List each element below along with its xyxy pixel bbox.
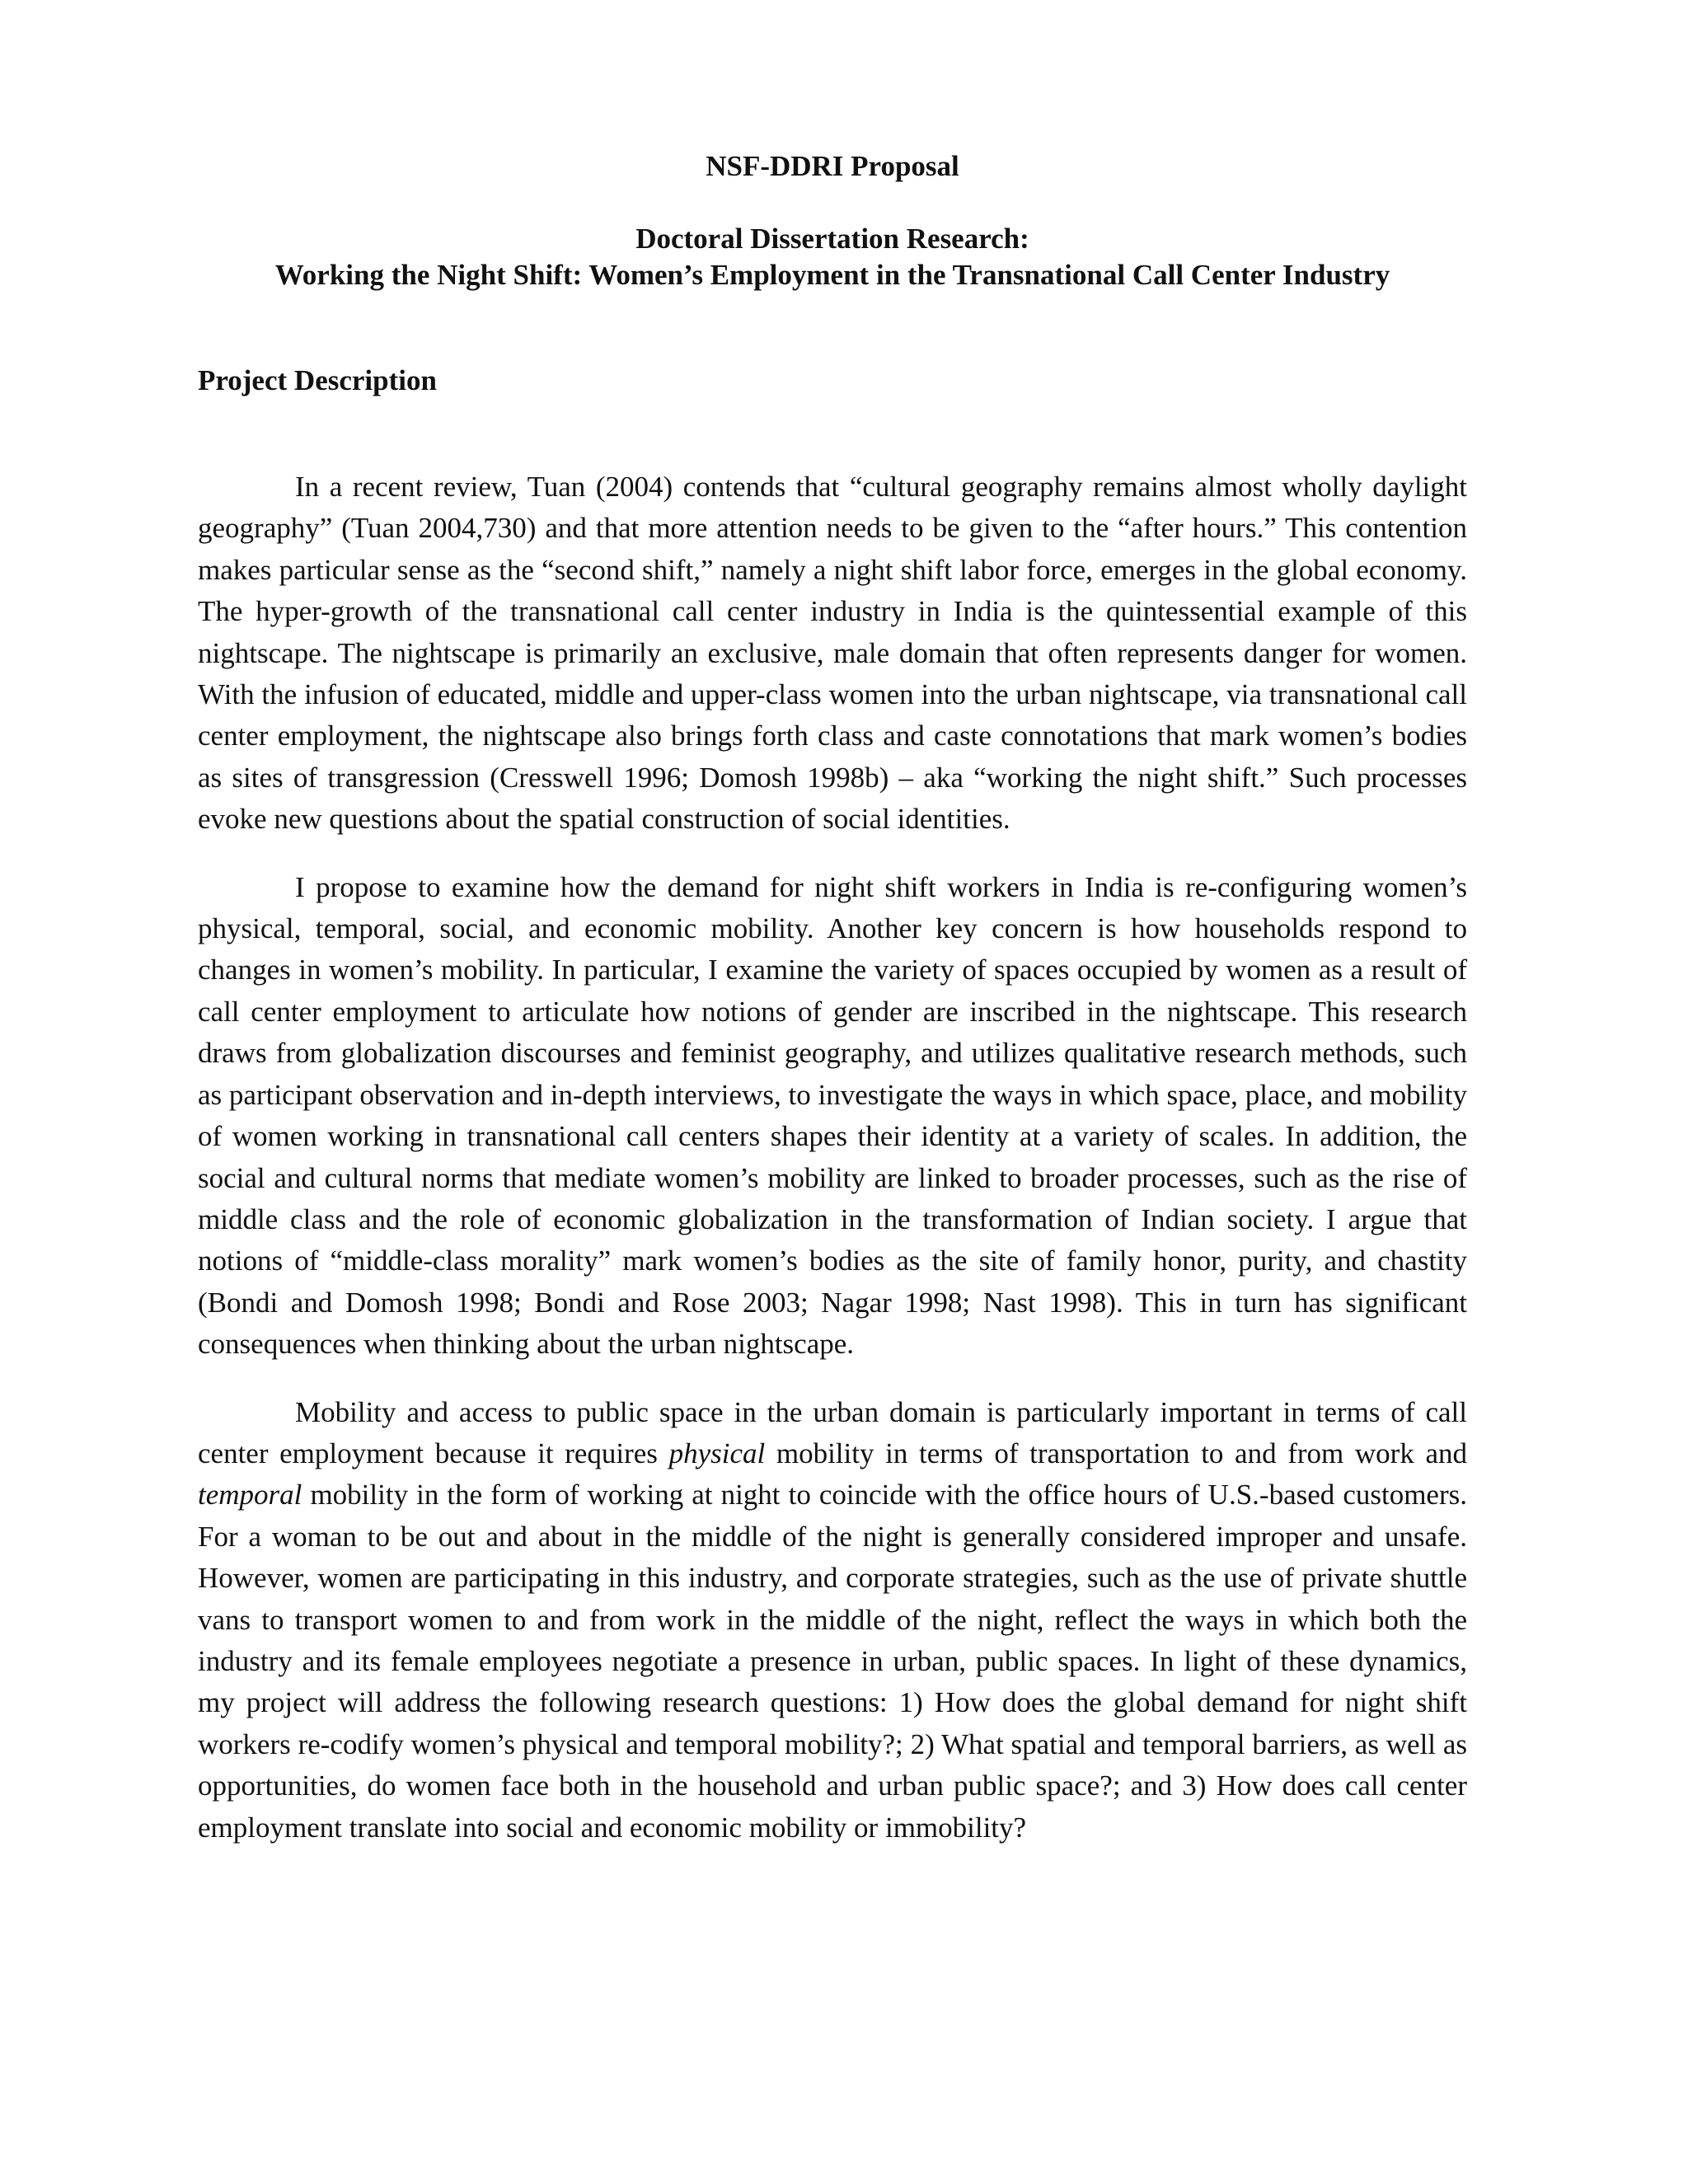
paragraph-3-part-a: Mobility and access to public space in the urban domain is particularly important in terms of call center employment because it requires xyxy=(198,1395,1467,1469)
paragraph-1: In a recent review, Tuan (2004) contends that “cultural geography remains almost wholly daylight geography” (Tuan 2004,730) and that more attention needs to be given to the “after hours.” This contention makes particular sense as the “second shift,” namely a night shift labor force, emerges in the global economy. The hyper-growth of the transnational call center industry in India is the quintessential example of this nightscape. The nightscape is primarily an exclusive, male domain that often represents danger for women. With the infusion of educated, middle and upper-class women into the urban nightscape, via transnational call center employment, the nightscape also brings forth class and caste connotations that mark women’s bodies as sites of transgression (Cresswell 1996; Domosh 1998b) – aka “working the night shift.” Such processes evoke new questions about the spatial construction of social identities. xyxy=(198,471,1467,836)
subtitle-line-1: Doctoral Dissertation Research: xyxy=(635,223,1029,255)
body-text xyxy=(198,466,1467,1875)
paragraph-3-emphasis-physical: physical xyxy=(668,1436,766,1469)
paragraph-3-emphasis-temporal: temporal xyxy=(198,1479,302,1511)
document-subtitle xyxy=(198,221,1467,293)
paragraph-3 xyxy=(198,1392,1467,1849)
section-heading: Project Description xyxy=(198,364,437,396)
paragraph-3-part-c: mobility in the form of working at night to coincide with the office hours of U.S.-based customers. For a woman to be out and about in the middle of the night is generally considered improper and unsafe. However, women are participating in this industry, and corporate strategies, such as the use of private shuttle vans to transport women to and from work in the middle of the night, reflect the ways in which both the industry and its female employees negotiate a presence in urban, public spaces. In light of these dynamics, my project will address the following research questions: 1) How does the global demand for night shift workers re-codify women’s physical and temporal mobility?; 2) What spatial and temporal barriers, as well as opportunities, do women face both in the household and urban public space?; and 3) How does call center employment translate into social and economic mobility or immobility? xyxy=(198,1479,1467,1844)
paragraph-2: I propose to examine how the demand for night shift workers in India is re-configuring women’s physical, temporal, social, and economic mobility. Another key concern is how households respond to changes in women’s mobility. In particular, I examine the variety of spaces occupied by women as a result of call center employment to articulate how notions of gender are inscribed in the nightscape. This research draws from globalization discourses and feminist geography, and utilizes qualitative research methods, such as participant observation and in-depth interviews, to investigate the ways in which space, place, and mobility of women working in transnational call centers shapes their identity at a variety of scales. In addition, the social and cultural norms that mediate women’s mobility are linked to broader processes, such as the rise of middle class and the role of economic globalization in the transformation of Indian society. I argue that notions of “middle-class morality” mark women’s bodies as the site of family honor, purity, and chastity (Bondi and Domosh 1998; Bondi and Rose 2003; Nagar 1998; Nast 1998). This in turn has significant consequences when thinking about the urban nightscape. xyxy=(198,870,1467,1361)
paragraph-3-part-b: mobility in terms of transportation to and from work and xyxy=(765,1436,1467,1469)
document-title: NSF-DDRI Proposal xyxy=(706,150,959,182)
subtitle-line-2: Working the Night Shift: Women’s Employment in the Transnational Call Center Industry xyxy=(274,259,1390,291)
